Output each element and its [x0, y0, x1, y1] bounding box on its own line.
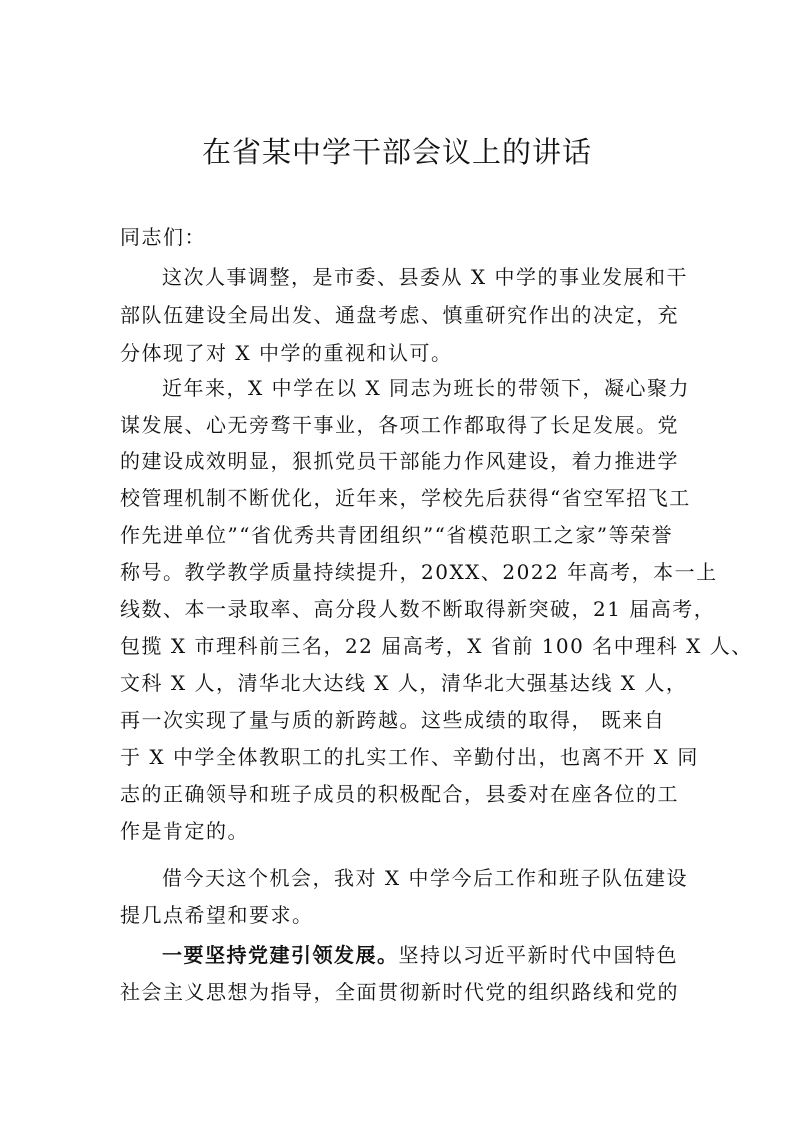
paragraph-line: 的建设成效明显，狠抓党员干部能力作风建设，着力推进学	[120, 449, 679, 473]
paragraph-line-text: 坚持以习近平新时代中国特色	[398, 943, 678, 967]
paragraph-line: 作是肯定的。	[120, 819, 249, 843]
salutation: 同志们：	[120, 225, 206, 249]
section-heading-line	[162, 940, 678, 970]
paragraph-line: 部队伍建设全局出发、通盘考虑、慎重研究作出的决定，充	[120, 303, 679, 327]
paragraph-line: 借今天这个机会，我对 X 中学今后工作和班子队伍建设	[162, 866, 688, 890]
paragraph-line: 社会主义思想为指导，全面贯彻新时代党的组织路线和党的	[120, 980, 679, 1004]
paragraph-line: 于 X 中学全体教职工的扎实工作、辛勤付出，也离不开 X 同	[120, 745, 699, 769]
paragraph-line: 谋发展、心无旁骛干事业，各项工作都取得了长足发展。党	[120, 413, 679, 437]
paragraph-line: 包揽 X 市理科前三名，22 届高考，X 省前 100 名中理科 X 人、	[120, 634, 753, 658]
paragraph-line: 近年来，X 中学在以 X 同志为班长的带领下，凝心聚力	[162, 376, 691, 400]
paragraph-line: 再一次实现了量与质的新跨越。这些成绩的取得， 既来自	[120, 708, 666, 732]
paragraph-line: 称号。教学教学质量持续提升，20XX、2022 年高考，本一上	[120, 560, 718, 584]
paragraph-line: 分体现了对 X 中学的重视和认可。	[120, 341, 453, 365]
paragraph-line: 这次人事调整，是市委、县委从 X 中学的事业发展和干	[162, 265, 688, 289]
paragraph-line: 线数、本一录取率、高分段人数不断取得新突破，21 届高考，	[120, 597, 716, 621]
paragraph-line: 志的正确领导和班子成员的积极配合，县委对在座各位的工	[120, 782, 679, 806]
document-title: 在省某中学干部会议上的讲话	[201, 135, 592, 169]
paragraph-line: 提几点希望和要求。	[120, 903, 314, 927]
bold-heading: 一要坚持党建引领发展。	[162, 943, 399, 967]
paragraph-line: 校管理机制不断优化，近年来，学校先后获得“省空军招飞工	[120, 486, 691, 510]
paragraph-line: 作先进单位”“省优秀共青团组织”“省模范职工之家”等荣誉	[120, 523, 674, 547]
paragraph-line: 文科 X 人，清华北大达线 X 人，清华北大强基达线 X 人，	[120, 671, 688, 695]
